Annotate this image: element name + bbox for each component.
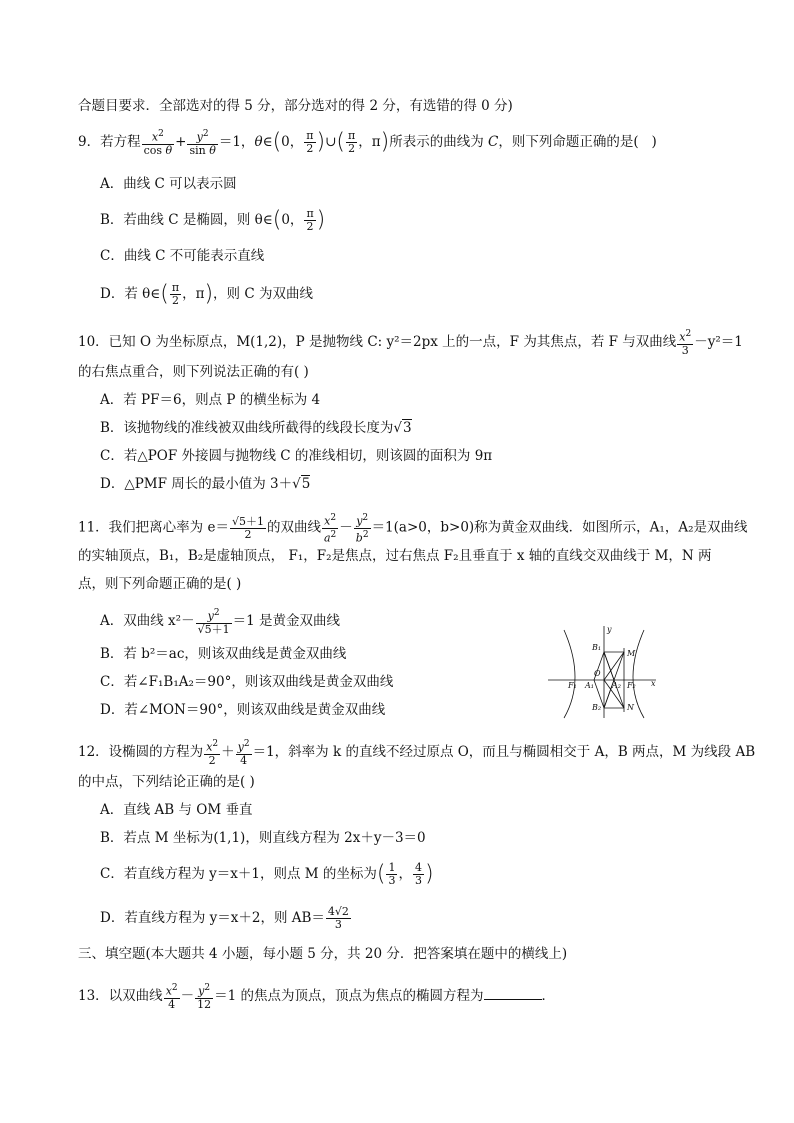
label-a2: A₂ (612, 681, 621, 690)
q11-line2: 的实轴顶点，B₁，B₂是虚轴顶点， F₁，F₂是焦点，过右焦点 F₂且垂直于 x 轴的直线交双曲线于 M，N 两 (78, 548, 712, 564)
q12-option-a: A．直线 AB 与 OM 垂直 (100, 802, 253, 818)
q10-option-b: B．该抛物线的准线被双曲线所截得的线段长度为√3 (100, 420, 412, 436)
label-m: M (627, 649, 636, 658)
q12-option-c: C．若直线方程为 y＝x＋1，则点 M 的坐标为( $\frac{1}{3}$ ， $\frac{4}{3}$ ) (100, 861, 434, 887)
q11-option-d: D．若∠MON＝90°，则该双曲线是黄金双曲线 (100, 702, 386, 718)
q11-option-a: A．双曲线 x²－ $\frac{y^2}{√5+1}$ ＝1 是黄金双曲线 (100, 608, 340, 636)
q9-stem-mid: 所表示的曲线为 (389, 133, 484, 150)
label-b1: B₁ (592, 643, 602, 652)
intro-line: 合题目要求．全部选对的得 5 分，部分选对的得 2 分，有选错的得 0 分) (78, 98, 513, 114)
q10-option-a: A．若 PF＝6，则点 P 的横坐标为 4 (100, 392, 321, 408)
q10-option-d: D．△PMF 周长的最小值为 3＋√5 (100, 476, 311, 492)
label-f2: F₂ (627, 681, 636, 690)
q10-line2: 的右焦点重合，则下列说法正确的有( ) (78, 364, 309, 380)
q9-frac-y: $\frac{y^2}{\text{sin θ}}$ (189, 129, 216, 157)
section-3-heading: 三、填空题(本大题共 4 小题，每小题 5 分，共 20 分．把答案填在题中的横线上) (78, 946, 568, 962)
q10-line1: 10．已知 O 为坐标原点，M(1,2)，P 是抛物线 C: y²＝2px 上的一点，F 为其焦点，若 F 与双曲线 $\frac{x^2}{3}$ －y²＝1 (78, 329, 743, 357)
label-o: O (594, 669, 601, 678)
q9-stem: 9．若方程 $\frac{x^2}{\text{cos θ}}$ + $\frac{y^2}{\text{sin θ}}$ ＝1，θ∈(0， $\frac{\pi}{2}$ )∪( $\frac{\pi}{2}$ ，π)所表示的曲线为 C，则下列命题正确的是( ) (78, 128, 657, 157)
q11-line1: 11．我们把离心率为 e＝ $\frac{√5+1}{2}$ 的双曲线 $\frac{x^2}{a^2}$ － $\frac{y^2}{b^2}$ ＝1(a>0，b>0)称为黄金双曲线．如图所示，A₁，A₂是双曲线 (78, 513, 748, 545)
q9-stem-start: 9．若方程 (78, 133, 141, 150)
label-a1: A₁ (585, 681, 594, 690)
q11-option-b: B．若 b²＝ac，则该双曲线是黄金双曲线 (100, 646, 347, 662)
q9-option-b: B．若曲线 C 是椭圆，则 θ∈(0， $\frac{\pi}{2}$ ) (100, 207, 326, 233)
q13-line: 13．以双曲线 $\frac{x^2}{4}$ － $\frac{y^2}{12}$ ＝1 的焦点为顶点，顶点为焦点的椭圆方程为 ． (78, 983, 556, 1011)
q9-option-c: C．曲线 C 不可能表示直线 (100, 248, 265, 264)
q12-option-b: B．若点 M 坐标为(1,1)，则直线方程为 2x＋y－3＝0 (100, 830, 426, 846)
answer-blank[interactable] (484, 985, 542, 1000)
q11-line3: 点，则下列命题正确的是( ) (78, 576, 242, 592)
q12-option-d: D．若直线方程为 y＝x＋2，则 AB＝ $\frac{4√2}{3}$ (100, 905, 349, 931)
hyperbola-figure (548, 622, 660, 720)
label-x: x (651, 679, 656, 688)
label-n: N (627, 703, 634, 712)
q11-option-c: C．若∠F₁B₁A₂＝90°，则该双曲线是黄金双曲线 (100, 674, 394, 690)
right-branch (633, 630, 644, 718)
label-f1: F₁ (568, 681, 577, 690)
label-y: y (607, 625, 612, 634)
q9-frac-x: $\frac{x^2}{\text{cos θ}}$ (143, 129, 173, 157)
q12-line2: 的中点，下列结论正确的是( ) (78, 774, 255, 790)
q9-option-a: A．曲线 C 可以表示圆 (100, 176, 237, 192)
label-b2: B₂ (592, 703, 602, 712)
q12-line1: 12．设椭圆的方程为 $\frac{x^2}{2}$ ＋ $\frac{y^2}{4}$ ＝1，斜率为 k 的直线不经过原点 O，而且与椭圆相交于 A，B 两点，M 为线段 AB (78, 739, 756, 767)
q9-stem-end: ，则下列命题正确的是( (498, 133, 639, 150)
q10-option-c: C．若△POF 外接圆与抛物线 C 的准线相切，则该圆的面积为 9π (100, 448, 493, 464)
q9-option-d: D．若 θ∈( $\frac{\pi}{2}$ ，π)，则 C 为双曲线 (100, 281, 313, 307)
left-branch (564, 630, 575, 718)
